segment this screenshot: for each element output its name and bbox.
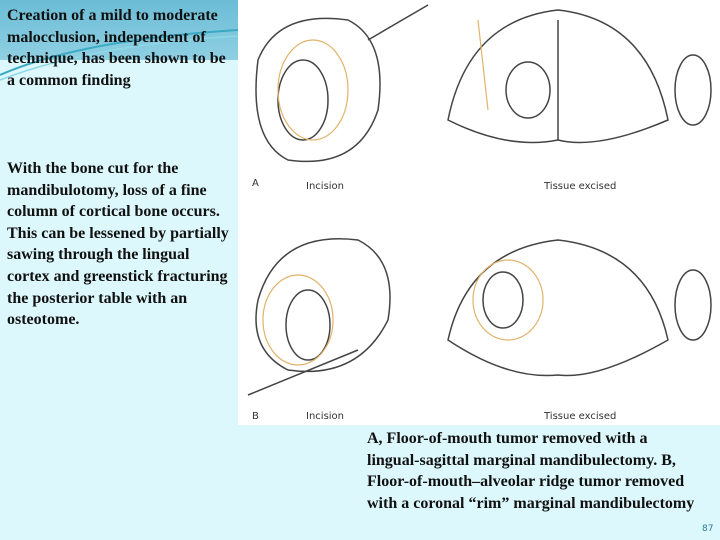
panel-b-tissue-label: Tissue excised: [544, 411, 617, 422]
slide-number: 87: [702, 524, 714, 534]
panel-b-incision-label: Incision: [306, 411, 345, 422]
panel-a-incision-label: Incision: [306, 181, 345, 192]
figure-caption: A, Floor-of-mouth tumor removed with a lingual-sagittal marginal mandibulectomy. B, Floor-of-mouth–alveolar ridge tumor removed with a coronal “rim” marginal mandibulectomy: [367, 430, 695, 512]
paragraph-malocclusion: Creation of a mild to moderate malocclusion, independent of technique, has been shown to be a common finding: [7, 7, 226, 89]
mandibulectomy-drawing: [238, 0, 720, 425]
paragraph-bone-cut: With the bone cut for the mandibulotomy, loss of a fine column of cortical bone occurs. This can be lessened by partially sawing through the lingual cortex and greenstick fracturing the posterior table with an osteotome.: [7, 160, 229, 329]
panel-a-tissue-label: Tissue excised: [544, 181, 617, 192]
panel-b-letter: B: [252, 411, 259, 422]
panel-a-letter: A: [252, 178, 259, 189]
surgical-illustration: [238, 0, 720, 425]
